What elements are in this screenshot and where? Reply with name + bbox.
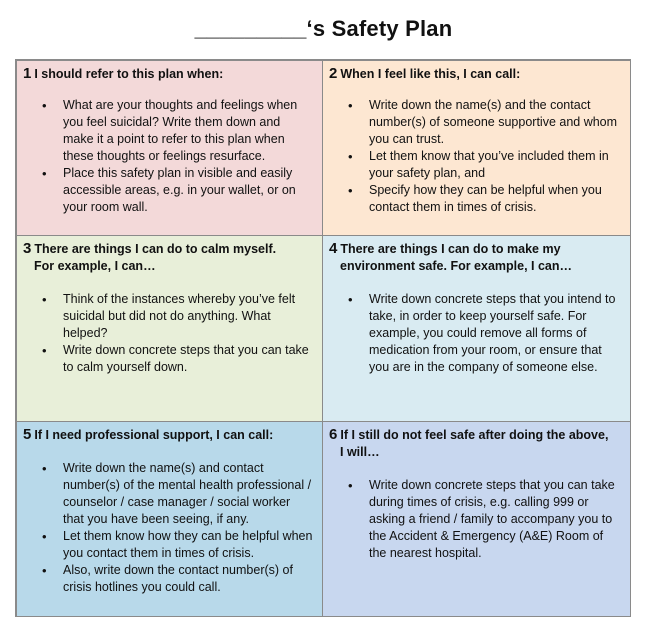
document-title: _________‘s Safety Plan — [194, 16, 453, 41]
list-item: • Write down concrete steps that you can take during times of crisis, e.g. calling 999 or asking a friend / family to accompany you to the Accident & Emergency (A&E) Room of the nearest hospital. — [369, 477, 622, 562]
section-2-list — [329, 97, 622, 216]
section-4 — [322, 235, 631, 422]
section-5-heading-text: If I need professional support, I can call: — [34, 428, 274, 442]
section-6 — [322, 421, 631, 617]
section-2-heading-text: When I feel like this, I can call: — [340, 67, 521, 81]
list-item: • Also, write down the contact number(s) of crisis hotlines you could call. — [63, 562, 314, 596]
section-4-list — [329, 291, 622, 376]
list-item: • Write down concrete steps that you can take to calm yourself down. — [63, 342, 314, 376]
section-4-subheading: environment safe. For example, I can… — [340, 259, 573, 273]
section-6-subheading: I will… — [340, 445, 380, 459]
section-5 — [16, 421, 323, 617]
list-item: • What are your thoughts and feelings when you feel suicidal? Write them down and make it a point to refer to this plan when these thoughts or feelings resurface. — [63, 97, 314, 165]
section-4-heading — [329, 240, 622, 275]
section-1-heading — [23, 65, 314, 83]
section-1-heading-text: I should refer to this plan when: — [34, 67, 224, 81]
list-item: • Write down concrete steps that you intend to take, in order to keep yourself safe. For example, you could remove all forms of medication from your room, or ensure that you are in the company of someone else. — [369, 291, 622, 376]
section-6-heading — [329, 426, 622, 461]
list-item: • Specify how they can be helpful when you contact them in times of crisis. — [369, 182, 622, 216]
section-1-number: 1 — [23, 65, 32, 82]
section-6-list — [329, 477, 622, 562]
section-4-number: 4 — [329, 240, 338, 257]
section-6-number: 6 — [329, 426, 338, 443]
section-4-heading-text: There are things I can do to make my — [340, 242, 561, 256]
list-item: • Place this safety plan in visible and easily accessible areas, e.g. in your wallet, or on your room wall. — [63, 165, 314, 216]
section-5-number: 5 — [23, 426, 32, 443]
safety-plan-grid — [15, 59, 631, 617]
section-3-heading — [23, 240, 314, 275]
section-6-heading-text: If I still do not feel safe after doing the above, — [340, 428, 609, 442]
list-item: • Write down the name(s) and the contact number(s) of someone supportive and whom you can trust. — [369, 97, 622, 148]
section-3-subheading: For example, I can… — [34, 259, 156, 273]
section-5-heading — [23, 426, 314, 444]
section-2-heading — [329, 65, 622, 83]
section-1-list — [23, 97, 314, 216]
section-5-list — [23, 460, 314, 596]
list-item: • Let them know that you’ve included them in your safety plan, and — [369, 148, 622, 182]
section-3 — [16, 235, 323, 422]
section-2-number: 2 — [329, 65, 338, 82]
section-1 — [16, 60, 323, 236]
section-3-list — [23, 291, 314, 376]
section-2 — [322, 60, 631, 236]
list-item: • Think of the instances whereby you’ve felt suicidal but did not do anything. What helped? — [63, 291, 314, 342]
section-3-heading-text: There are things I can do to calm myself. — [34, 242, 277, 256]
list-item: • Let them know how they can be helpful when you contact them in times of crisis. — [63, 528, 314, 562]
list-item: • Write down the name(s) and contact number(s) of the mental health professional / counselor / case manager / social worker that you have been seeing, if any. — [63, 460, 314, 528]
section-3-number: 3 — [23, 240, 32, 257]
